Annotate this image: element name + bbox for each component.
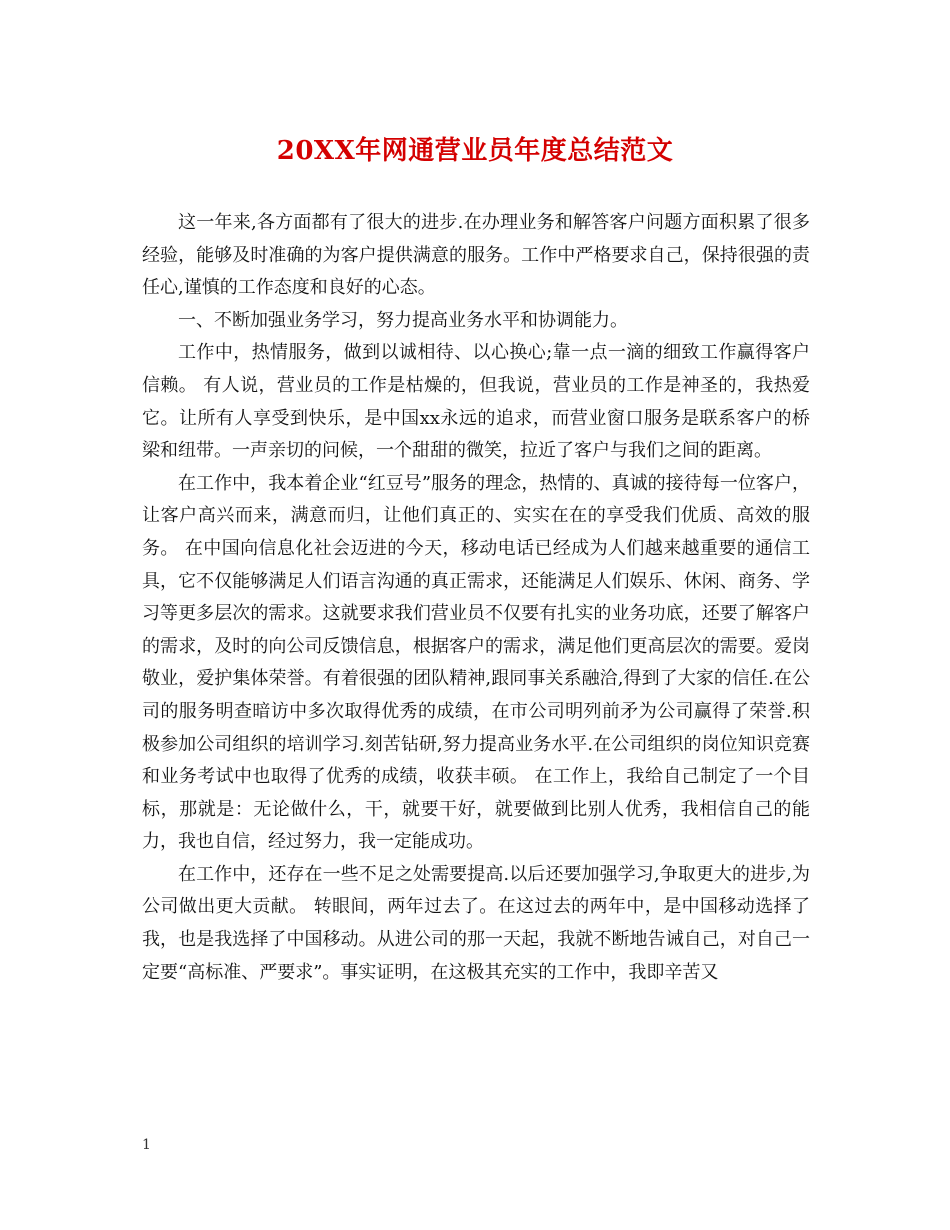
section-heading: 一、不断加强业务学习，努力提高业务水平和协调能力。	[178, 309, 628, 331]
page-number: 1	[142, 1137, 151, 1153]
paragraph: 这一年来,各方面都有了很大的进步.在办理业务和解答客户问题方面积累了很多经验，能够及时准确的为客户提供满意的服务。工作中严格要求自己，保持很强的责任心,谨慎的工作态度和良好的心态。	[142, 212, 810, 299]
document-title: 20XX年网通营业员年度总结范文	[276, 136, 674, 166]
paragraph: 在工作中，我本着企业“红豆号”服务的理念，热情的、真诚的接待每一位客户，让客户高兴而来，满意而归，让他们真正的、实实在在的享受我们优质、高效的服务。 在中国向信息化社会迈进的今天，移动电话已经成为人们越来越重要的通信工具，它不仅能够满足人们语言沟通的真正需求，还能满足人们娱乐、休闲、商务、学习等更多层次的需求。这就要求我们营业员不仅要有扎实的业务功底，还要了解客户的需求，及时的向公司反馈信息，根据客户的需求，满足他们更高层次的需要。爱岗敬业，爱护集体荣誉。有着很强的团队精神,跟同事关系融洽,得到了大家的信任.在公司的服务明查暗访中多次取得优秀的成绩，在市公司明列前矛为公司赢得了荣誉.积极参加公司组织的培训学习.刻苦钻研,努力提高业务水平.在公司组织的岗位知识竞赛和业务考试中也取得了优秀的成绩，收获丰硕。 在工作上，我给自己制定了一个目标，那就是：无论做什么，干，就要干好，就要做到比别人优秀，我相信自己的能力，我也自信，经过努力，我一定能成功。	[142, 472, 810, 853]
document-body	[142, 207, 810, 989]
paragraph: 工作中，热情服务，做到以诚相待、以心换心;靠一点一滴的细致工作赢得客户信赖。 有人说，营业员的工作是枯燥的，但我说，营业员的工作是神圣的，我热爱它。让所有人享受到快乐，是中国xx永远的追求，而营业窗口服务是联系客户的桥梁和纽带。一声亲切的问候，一个甜甜的微笑，拉近了客户与我们之间的距离。	[142, 342, 810, 462]
paragraph: 在工作中，还存在一些不足之处需要提高.以后还要加强学习,争取更大的进步,为公司做出更大贡献。 转眼间，两年过去了。在这过去的两年中，是中国移动选择了我，也是我选择了中国移动。从进公司的那一天起，我就不断地告诫自己，对自己一定要“高标准、严要求”。事实证明，在这极其充实的工作中，我即辛苦又	[142, 863, 810, 983]
